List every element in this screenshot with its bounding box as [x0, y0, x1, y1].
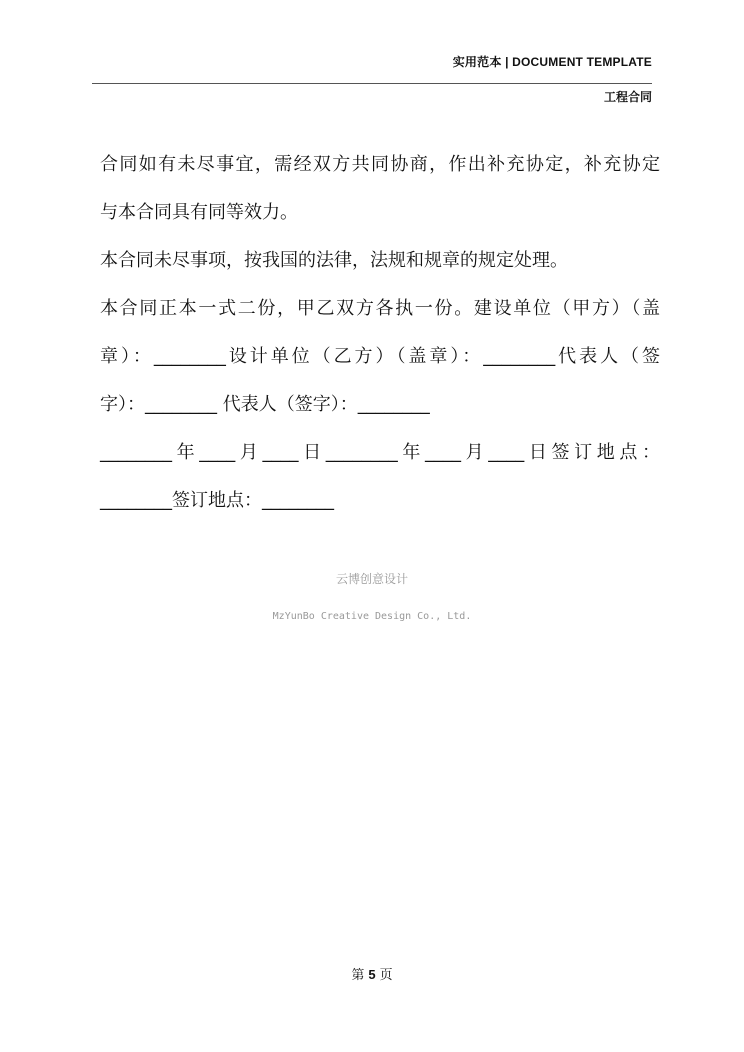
footer-company-cn: 云博创意设计 [335, 572, 408, 586]
footer-company-en: MzYunBo Creative Design Co., Ltd. [272, 611, 472, 622]
page-number [0, 964, 744, 983]
header-subtitle: 工程合同 [603, 90, 652, 104]
text-line: 字）：________ 代表人（签字）：________ [100, 394, 430, 415]
page-suffix: 页 [379, 968, 393, 983]
text-line: 与本合同具有同等效力。 [100, 202, 298, 223]
paragraph-copies-signatures [100, 285, 660, 525]
text-line: 本合同未尽事项，按我国的法律，法规和规章的规定处理。 [100, 250, 568, 271]
text-line: 本合同正本一式二份，甲乙双方各执一份。建设单位（甲方）（盖 [100, 298, 660, 319]
text-line: ________年____月____日________年____月____日签订地点： [100, 442, 660, 463]
header-divider [92, 83, 652, 84]
document-body [100, 141, 660, 525]
paragraph-supplement [100, 141, 660, 237]
header-title: 实用范本 | DOCUMENT TEMPLATE [452, 55, 652, 69]
text-line: 章）：________设计单位（乙方）（盖章）：________代表人（签 [100, 346, 660, 367]
page-number-value: 5 [368, 967, 376, 982]
text-line: 合同如有未尽事宜，需经双方共同协商，作出补充协定，补充协定 [100, 154, 660, 175]
paragraph-legal [100, 237, 660, 285]
text-line: ________签订地点：________ [100, 490, 334, 511]
page-prefix: 第 [351, 968, 365, 983]
